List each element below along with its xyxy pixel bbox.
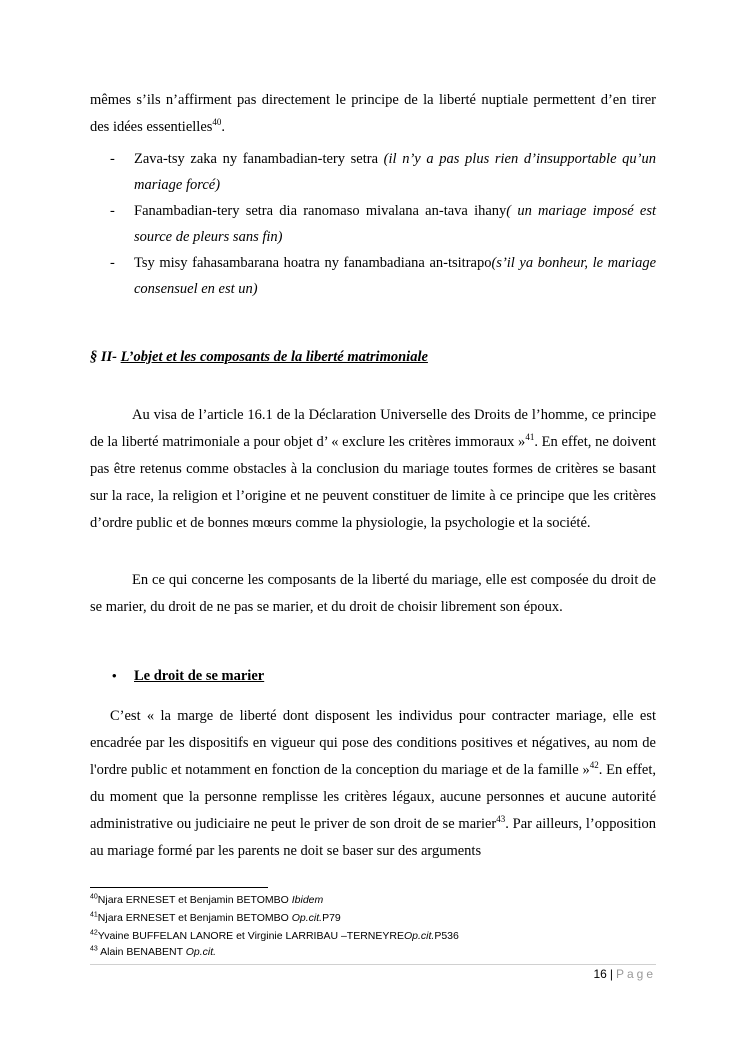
footnote-italic: Ibidem: [291, 894, 324, 906]
paragraph-droit: [90, 703, 656, 865]
footnote: [90, 945, 216, 960]
proverb-french: (il n’y a pas plus rien d’insupportable qu’un mariage forcé): [134, 151, 656, 193]
footnote-number: 42: [90, 929, 98, 937]
footnote-text: Alain BENABENT: [97, 946, 186, 958]
para1-text-cont: . En effet, ne doivent pas être retenus comme obstacles à la conclusion du mariage toutes formes de critères se basant sur la race, la religion et l’origine et ne peuvent constituer de limite à ce principe que les critères d’ordre public et de bonnes mœurs comme la physiologie, la psychologie et la société.: [90, 434, 656, 531]
footnote-italic: Op.cit.: [185, 946, 217, 958]
footnote-after: P536: [434, 930, 459, 942]
subheading-title: Le droit de se marier: [134, 668, 265, 684]
page-number: 16: [593, 967, 607, 981]
para1-text: Au visa de l’article 16.1 de la Déclaration Universelle des Droits de l’homme, ce principe de la liberté matrimoniale a pour objet d’ « exclure les critères immoraux »: [90, 407, 656, 450]
footnote: [90, 893, 323, 908]
section-title: L’objet et les composants de la liberté matrimoniale: [120, 349, 428, 365]
page-label: Page: [615, 967, 656, 981]
footnote-text: Yvaine BUFFELAN LANORE et Virginie LARRIBAU –TERNEYRE: [97, 930, 404, 942]
footer-divider: [90, 964, 656, 965]
para3-text-cont: . En effet, du moment que la personne remplisse les critères légaux, aucune personnes et aucune autorité administrative ou judiciaire ne peut le priver de son droit de se marier: [90, 762, 656, 832]
footnote-italic: Op.cit.: [403, 930, 435, 942]
footnote-ref-42[interactable]: 42: [589, 760, 599, 771]
section-heading: [90, 349, 428, 366]
subheading: [112, 668, 264, 685]
proverb-french: (s’il ya bonheur, le mariage consensuel en est un): [134, 255, 657, 297]
footnote-italic: Op.cit.: [291, 912, 323, 924]
proverb-item: [110, 250, 656, 302]
footnote-ref-40[interactable]: 40: [212, 117, 222, 128]
footer-separator: |: [609, 967, 613, 981]
footnote-number: 40: [90, 893, 98, 901]
dash-marker: -: [110, 151, 115, 167]
paragraph-objet: [90, 402, 656, 537]
para3-text-end: . Par ailleurs, l’opposition au mariage formé par les parents ne doit se baser sur des arguments: [90, 816, 656, 859]
para3-text: C’est « la marge de liberté dont disposent les individus pour contracter mariage, elle est encadrée par les dispositifs en vigueur qui pose des conditions positives et négatives, au nom de l'ordre public et notamment en fonction de la conception du mariage et de la famille »: [90, 708, 656, 778]
footnote-number: 43: [90, 945, 98, 953]
footnote-ref-41[interactable]: 41: [525, 432, 535, 443]
intro-end: .: [221, 119, 226, 135]
proverb-malagasy: Tsy misy fahasambarana hoatra ny fanambadiana an-tsitrapo: [134, 255, 492, 271]
footnote-divider: [90, 887, 268, 888]
intro-text: mêmes s’ils n’affirment pas directement le principe de la liberté nuptiale permettent d’en tirer des idées essentielles: [90, 92, 656, 135]
footnote-text: Njara ERNESET et Benjamin BETOMBO: [97, 894, 292, 906]
paragraph-composants: En ce qui concerne les composants de la liberté du mariage, elle est composée du droit de se marier, du droit de ne pas se marier, et du droit de choisir librement son époux.: [90, 572, 656, 615]
footnote-number: 41: [90, 911, 98, 919]
footnote-after: P79: [322, 912, 341, 924]
proverb-malagasy: Fanambadian-tery setra dia ranomaso mivalana an-tava ihany: [134, 203, 507, 219]
section-prefix: § II-: [90, 349, 121, 365]
proverb-item: [110, 198, 656, 250]
proverb-malagasy: Zava-tsy zaka ny fanambadian-tery setra: [134, 151, 384, 167]
footnote: [90, 911, 341, 926]
proverb-french: ( un mariage imposé est source de pleurs sans fin): [134, 203, 656, 245]
footnote-ref-43[interactable]: 43: [496, 814, 506, 825]
proverb-item: [110, 146, 656, 198]
dash-marker: -: [110, 255, 115, 271]
footnote: [90, 929, 459, 944]
intro-paragraph: [90, 87, 656, 141]
dash-marker: -: [110, 203, 115, 219]
bullet-marker: •: [112, 668, 117, 683]
footnote-text: Njara ERNESET et Benjamin BETOMBO: [97, 912, 292, 924]
page-footer: [593, 967, 656, 981]
